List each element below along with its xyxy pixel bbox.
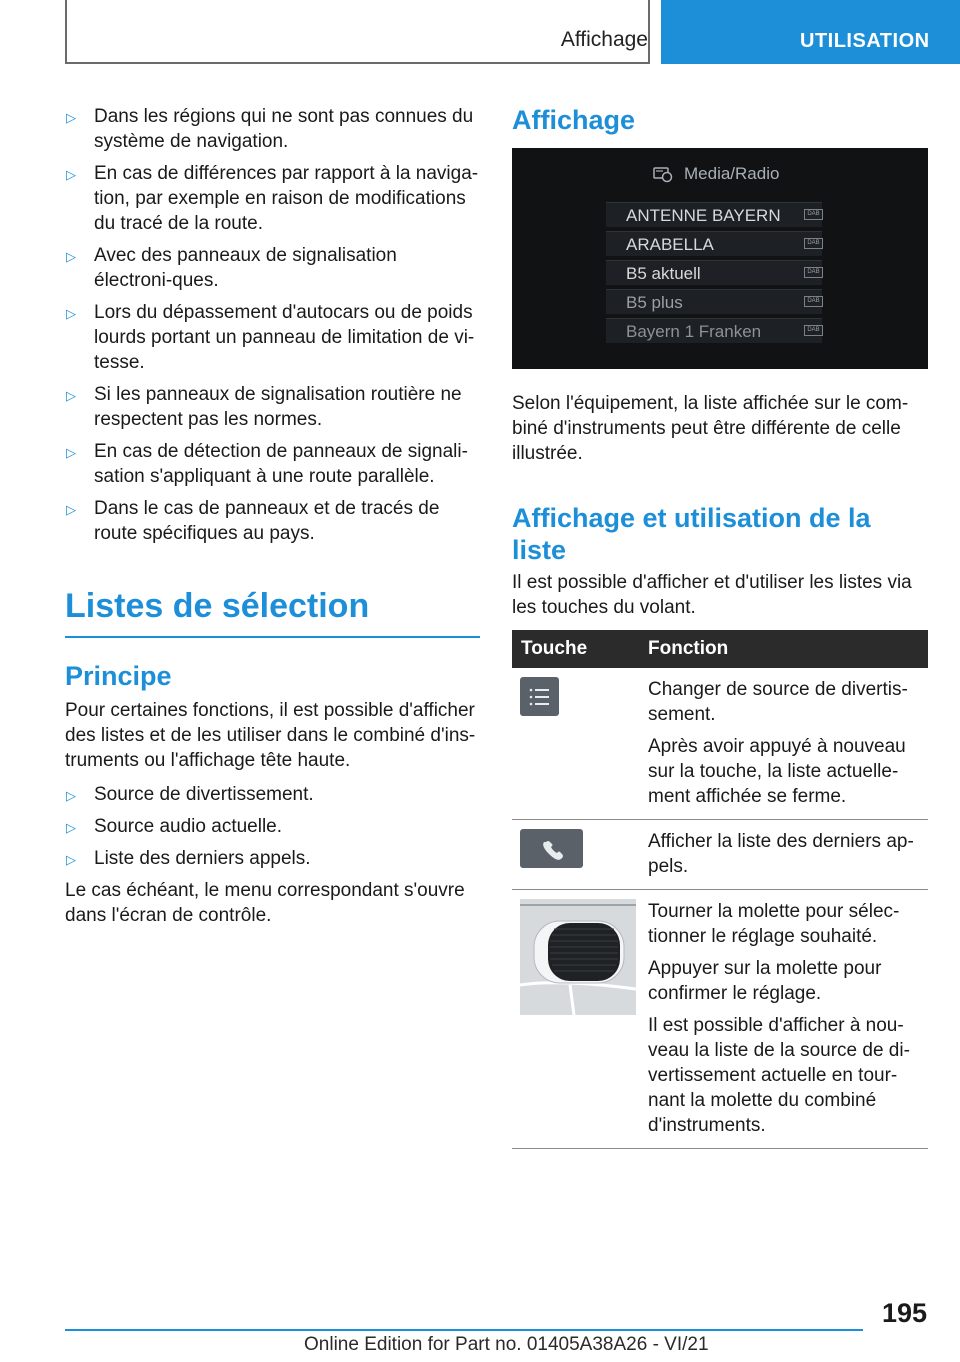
bullet-list-conditions (65, 104, 480, 546)
station-row: Bayern 1 Franken (606, 318, 822, 343)
column-header-touche: Touche (512, 630, 640, 668)
list-item: ▷ Avec des panneaux de signalisation électroni-ques. (66, 245, 397, 291)
triangle-bullet-icon: ▷ (66, 249, 76, 264)
table-row (512, 668, 928, 820)
triangle-bullet-icon: ▷ (66, 445, 76, 460)
table-header-row (512, 630, 928, 668)
table-row (512, 820, 928, 890)
footer-edition: Online Edition for Part no. 01405A38A26 - VI/21 (304, 1334, 709, 1355)
thumbwheel-icon (520, 899, 636, 1015)
column-header-fonction: Fonction (640, 630, 928, 668)
list-item: ▷ Liste des derniers appels. (65, 846, 480, 871)
header-section-title: Affichage (560, 28, 648, 51)
list-item: ▷ Dans le cas de panneaux et de tracés de route spécifiques au pays. (66, 498, 440, 544)
function-text: Changer de source de divertis-sement. (648, 679, 908, 725)
list-item: ▷ Source audio actuelle. (65, 814, 480, 839)
triangle-bullet-icon: ▷ (66, 306, 76, 321)
station-row: ANTENNE BAYERN (606, 202, 822, 227)
subheading-principe: Principe (65, 661, 172, 691)
table-row (512, 890, 928, 1149)
section-heading: Listes de sélection (65, 586, 480, 638)
function-text: Tourner la molette pour sélec-tionner le réglage souhaité. (648, 901, 900, 947)
screen-title (652, 164, 779, 184)
screen-title-label: Media/Radio (684, 164, 780, 183)
list-item: ▷ En cas de différences par rapport à la naviga-tion, par exemple en raison de modifications du tracé de la route. (66, 163, 479, 234)
bullet-list-sources (65, 782, 480, 871)
footer-divider (65, 1329, 863, 1331)
station-row: ARABELLA (606, 231, 822, 256)
triangle-bullet-icon: ▷ (66, 852, 76, 867)
left-column (65, 104, 480, 928)
dab-badge: DAB (804, 296, 823, 307)
outro-paragraph: Le cas échéant, le menu correspondant s'ouvre dans l'écran de contrôle. (65, 880, 465, 926)
subheading-affichage-utilisation: Affichage et utilisation de la liste (512, 503, 871, 565)
triangle-bullet-icon: ▷ (66, 110, 76, 125)
header-chapter-label: UTILISATION (800, 30, 930, 52)
media-radio-icon (652, 165, 674, 183)
intro-paragraph: Pour certaines fonctions, il est possible d'afficher des listes et de les utiliser dans le combiné d'ins-truments ou l'affichage tête haute. (65, 700, 476, 771)
list-item: ▷ Lors du dépassement d'autocars ou de poids lourds portant un panneau de limitation de vi-tesse. (66, 302, 475, 373)
instrument-cluster-screenshot (512, 148, 928, 369)
triangle-bullet-icon: ▷ (66, 502, 76, 517)
dab-badge: DAB (804, 325, 823, 336)
station-row: B5 plus (606, 289, 822, 314)
controls-table (512, 630, 928, 1149)
screenshot-caption: Selon l'équipement, la liste affichée sur le com-biné d'instruments peut être différente de celle illustrée. (512, 393, 909, 464)
table-intro: Il est possible d'afficher et d'utiliser les listes via les touches du volant. (512, 572, 912, 618)
list-item: ▷ En cas de détection de panneaux de signali-sation s'appliquant à une route parallèle. (66, 441, 468, 487)
list-item: ▷ Dans les régions qui ne sont pas connues du système de navigation. (66, 106, 474, 152)
function-text: Afficher la liste des derniers ap-pels. (648, 831, 914, 877)
triangle-bullet-icon: ▷ (66, 788, 76, 803)
phone-button-icon (520, 829, 583, 868)
function-text: Il est possible d'afficher à nou-veau la liste de la source de di-vertissement actuelle en tour-nant la molette du combiné d'instruments. (648, 1015, 910, 1136)
dab-badge: DAB (804, 267, 823, 278)
triangle-bullet-icon: ▷ (66, 820, 76, 835)
function-text: Après avoir appuyé à nouveau sur la touche, la liste actuelle-ment affichée se ferme. (648, 736, 906, 807)
function-text: Appuyer sur la molette pour confirmer le réglage. (648, 958, 882, 1004)
triangle-bullet-icon: ▷ (66, 167, 76, 182)
dab-badge: DAB (804, 238, 823, 249)
list-item: ▷ Source de divertissement. (65, 782, 480, 807)
subheading-affichage: Affichage (512, 105, 636, 135)
right-column (512, 104, 928, 1149)
list-button-icon (520, 677, 559, 716)
header-chapter-tab (661, 0, 960, 64)
triangle-bullet-icon: ▷ (66, 388, 76, 403)
page-number: 195 (881, 1298, 927, 1328)
dab-badge: DAB (804, 209, 823, 220)
station-row: B5 aktuell (606, 260, 822, 285)
list-item: ▷ Si les panneaux de signalisation routière ne respectent pas les normes. (66, 384, 462, 430)
